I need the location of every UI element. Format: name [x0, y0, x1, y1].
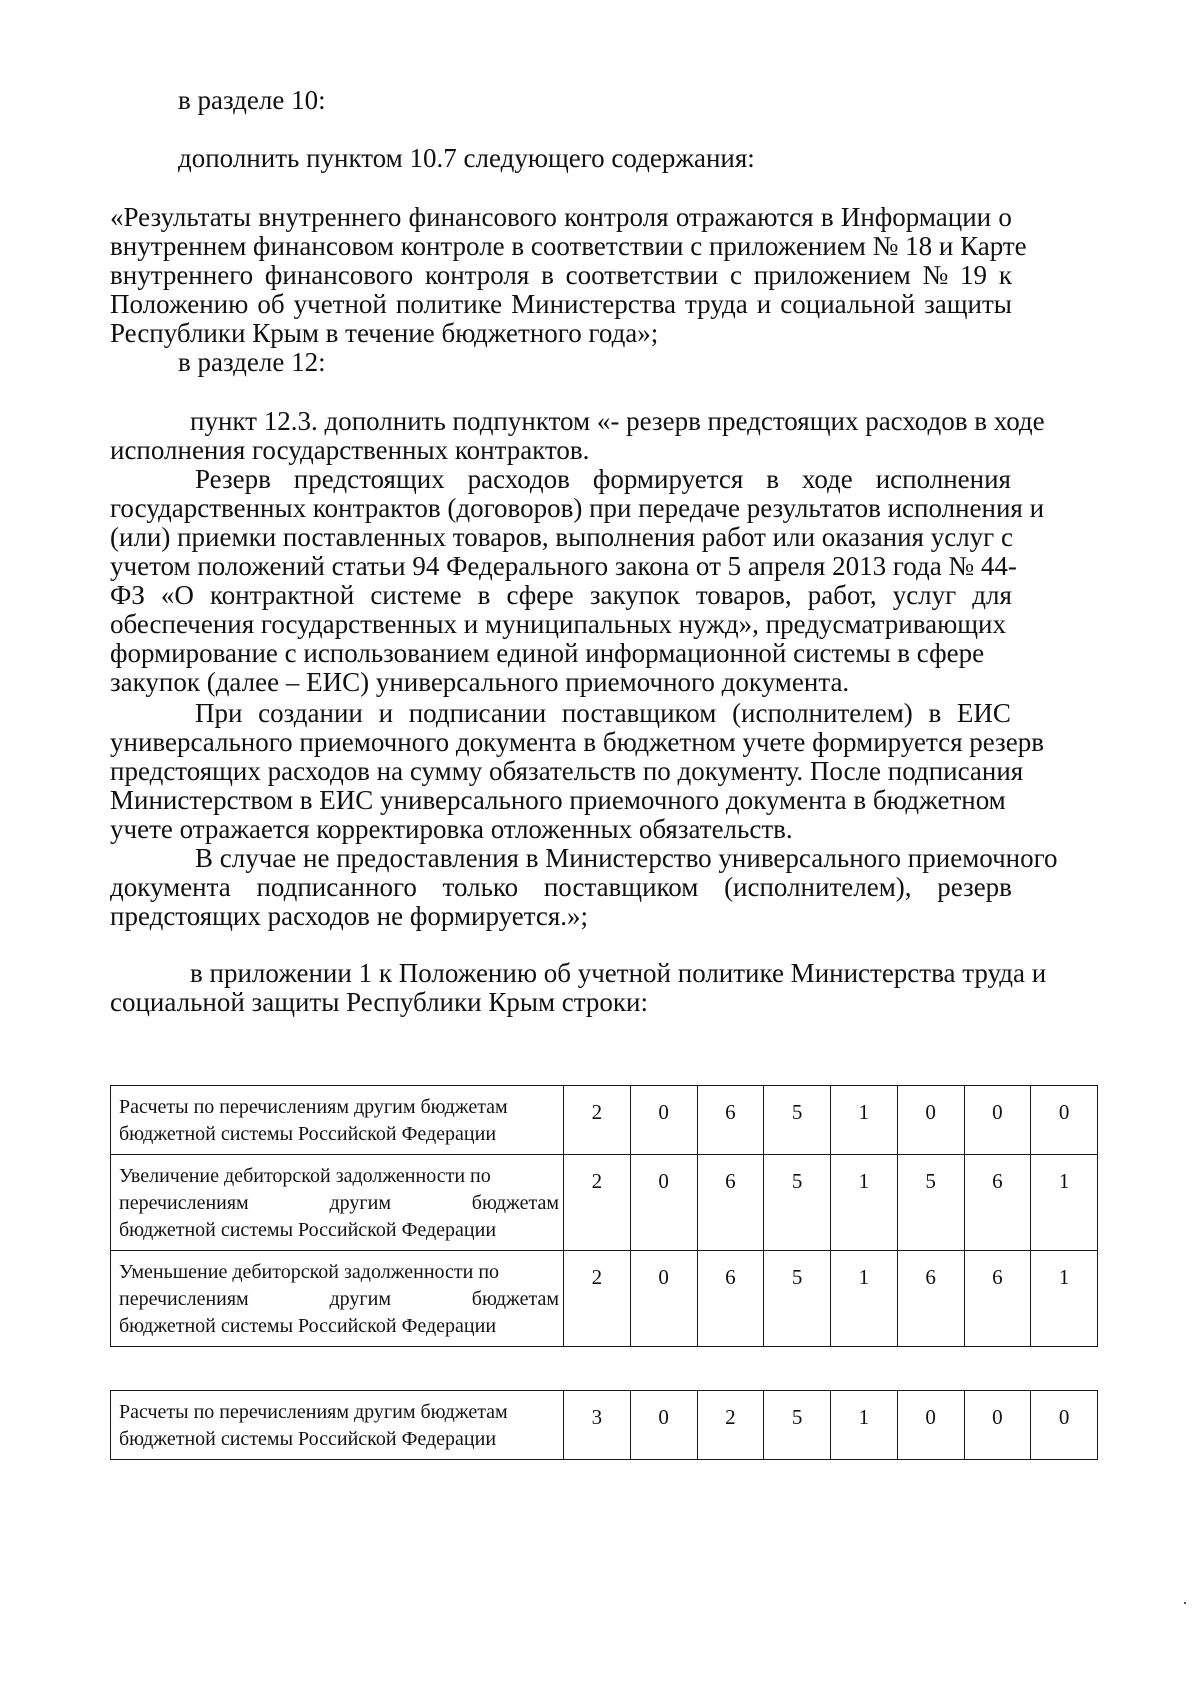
word: формируется [592, 464, 744, 494]
code-digit-cell: 6 [697, 1155, 764, 1251]
table-row [111, 1251, 1098, 1347]
word: документа [110, 872, 231, 902]
code-digit-cell: 2 [564, 1251, 631, 1347]
account-name-line [119, 1286, 559, 1313]
creation-paragraph-line-2: универсального приемочного документа в бюджетном учете формируется резерв [110, 727, 1044, 757]
code-digit-cell: 1 [1031, 1155, 1098, 1251]
reserve-paragraph-line-7: формирование с использованием единой информационной системы в сфере [110, 638, 985, 668]
word: ходе [801, 464, 853, 494]
word: контрактной [209, 580, 355, 610]
word: приложением [753, 260, 911, 290]
word: ФЗ [110, 580, 145, 610]
reserve-paragraph-line-3: (или) приемки поставленных товаров, выполнения работ или оказания услуг с [110, 522, 1013, 552]
word: исполнения [875, 464, 1011, 494]
account-name-line: Увеличение дебиторской задолженности по [119, 1165, 491, 1187]
word: поставщиком [543, 872, 699, 902]
code-digit-cell: 5 [764, 1391, 831, 1460]
account-codes-table-1 [110, 1085, 1098, 1347]
account-name-line: бюджетной системы Российской Федерации [119, 1428, 497, 1450]
account-name-cell [111, 1391, 564, 1460]
word: и [756, 289, 772, 319]
code-digit-cell: 0 [1031, 1086, 1098, 1155]
word: ЕИС [956, 698, 1011, 728]
word: бюджетам [471, 1288, 559, 1310]
word: Положению [110, 289, 249, 319]
account-name-line: Расчеты по перечислениям другим бюджетам [119, 1096, 508, 1118]
word: «Результаты [110, 202, 251, 232]
paragraph-results-line-5: Республики Крым в течение бюджетного года»; [110, 318, 659, 348]
account-name-cell [111, 1251, 564, 1347]
paragraph-results-line-3 [110, 260, 1012, 291]
word: перечислениям [119, 1288, 249, 1310]
code-digit-cell: 1 [831, 1155, 898, 1251]
code-digit-cell: 6 [697, 1086, 764, 1155]
reserve-paragraph-line-5 [110, 580, 1012, 611]
code-digit-cell: 6 [964, 1155, 1031, 1251]
word: финансового [408, 202, 557, 232]
scan-speck [1184, 1602, 1186, 1604]
word: (исполнителем), [724, 872, 912, 902]
word: учетной [293, 289, 387, 319]
account-codes-table-2-body [111, 1391, 1098, 1460]
word: с [729, 260, 742, 290]
word: другим [329, 1288, 391, 1310]
word: подписании [408, 698, 547, 728]
table-row [111, 1391, 1098, 1460]
creation-paragraph-line-3: предстоящих расходов на сумму обязательств по документу. После подписания [110, 756, 1024, 786]
code-digit-cell: 0 [1031, 1391, 1098, 1460]
code-digit-cell: 6 [697, 1251, 764, 1347]
failure-paragraph-line-2 [110, 872, 1012, 903]
word: о [998, 202, 1012, 232]
appendix-1-line-1: в приложении 1 к Положению об учетной политике Министерства труда и [190, 958, 1047, 988]
word: труда [684, 289, 748, 319]
word: внутреннего [110, 260, 254, 290]
appendix-1-line-2: социальной защиты Республики Крым строки: [110, 987, 648, 1017]
code-digit-cell: 0 [630, 1155, 697, 1251]
word: контроля [424, 260, 530, 290]
word: поставщиком [561, 698, 717, 728]
creation-paragraph-line-4: Министерством в ЕИС универсального приемочного документа в бюджетном [110, 785, 1006, 815]
word: защиты [924, 289, 1012, 319]
account-name-cell [111, 1086, 564, 1155]
table-row [111, 1086, 1098, 1155]
code-digit-cell: 5 [764, 1155, 831, 1251]
account-name-line: Уменьшение дебиторской задолженности по [119, 1261, 500, 1283]
code-digit-cell: 0 [897, 1391, 964, 1460]
word: внутреннего [258, 202, 402, 232]
account-name-line: Расчеты по перечислениям другим бюджетам [119, 1401, 508, 1423]
word: в [928, 698, 942, 728]
code-digit-cell: 6 [897, 1251, 964, 1347]
code-digit-cell: 1 [831, 1391, 898, 1460]
paragraph-results-line-1 [110, 202, 1012, 233]
section-10-heading: в разделе 10: [178, 85, 326, 115]
account-name-line [119, 1190, 559, 1217]
word: бюджетам [471, 1192, 559, 1214]
word: товаров, [695, 580, 792, 610]
item-12-3-line-2: исполнения государственных контрактов. [110, 435, 590, 465]
code-digit-cell: 2 [564, 1086, 631, 1155]
word: При [195, 698, 243, 728]
word: работ, [807, 580, 877, 610]
code-digit-cell: 0 [964, 1391, 1031, 1460]
word: услуг [892, 580, 957, 610]
word: политике [395, 289, 503, 319]
code-digit-cell: 6 [964, 1251, 1031, 1347]
table-row [111, 1155, 1098, 1251]
code-digit-cell: 2 [564, 1155, 631, 1251]
word: к [998, 260, 1012, 290]
word: в [766, 464, 779, 494]
code-digit-cell: 0 [964, 1086, 1031, 1155]
code-digit-cell: 3 [564, 1391, 631, 1460]
word: закупок [589, 580, 680, 610]
word: об [257, 289, 285, 319]
account-codes-table-1-body [111, 1086, 1098, 1347]
code-digit-cell: 0 [630, 1391, 697, 1460]
word: только [442, 872, 519, 902]
account-name-cell [111, 1155, 564, 1251]
word: «О [160, 580, 194, 610]
reserve-paragraph-line-6: обеспечения государственных и муниципальных нужд», предусматривающих [110, 609, 1006, 639]
word: Информации [840, 202, 992, 232]
paragraph-results-line-4 [110, 289, 1012, 320]
word: соответствии [565, 260, 719, 290]
word: сфере [506, 580, 574, 610]
word: и [378, 698, 394, 728]
word: Министерства [511, 289, 676, 319]
word: № [922, 260, 949, 290]
code-digit-cell: 5 [764, 1086, 831, 1155]
word: отражаются [675, 202, 814, 232]
creation-paragraph-line-5: учете отражается корректировка отложенных обязательств. [110, 814, 793, 844]
word: подписанного [256, 872, 417, 902]
reserve-paragraph-line-1 [195, 464, 1011, 495]
code-digit-cell: 0 [630, 1086, 697, 1155]
item-12-3-line-1: пункт 12.3. дополнить подпунктом «- резерв предстоящих расходов в ходе [190, 406, 1045, 436]
word: Резерв [195, 464, 271, 494]
code-digit-cell: 5 [897, 1155, 964, 1251]
add-item-10-7-text: дополнить пунктом 10.7 следующего содержания: [178, 143, 755, 173]
code-digit-cell: 5 [764, 1251, 831, 1347]
code-digit-cell: 1 [1031, 1251, 1098, 1347]
word: другим [329, 1192, 391, 1214]
word: контроля [564, 202, 669, 232]
account-name-line: бюджетной системы Российской Федерации [119, 1315, 497, 1337]
word: 19 [960, 260, 988, 290]
code-digit-cell: 0 [630, 1251, 697, 1347]
reserve-paragraph-line-8: закупок (далее – ЕИС) универсального приемочного документа. [110, 667, 850, 697]
word: расходов [467, 464, 570, 494]
account-name-line: бюджетной системы Российской Федерации [119, 1123, 497, 1145]
word: социальной [780, 289, 916, 319]
code-digit-cell: 1 [831, 1086, 898, 1155]
word: финансового [264, 260, 414, 290]
reserve-paragraph-line-2: государственных контрактов (договоров) при передаче результатов исполнения и [110, 493, 1045, 523]
code-digit-cell: 1 [831, 1251, 898, 1347]
word: резерв [937, 872, 1012, 902]
reserve-paragraph-line-4: учетом положений статьи 94 Федерального закона от 5 апреля 2013 года № 44- [110, 551, 1017, 581]
word: системе [370, 580, 462, 610]
word: создании [258, 698, 363, 728]
section-12-heading: в разделе 12: [178, 347, 326, 377]
failure-paragraph-line-3: предстоящих расходов не формируется.»; [110, 901, 589, 931]
word: в [541, 260, 554, 290]
paragraph-results-line-2: внутреннем финансовом контроле в соответствии с приложением № 18 и Карте [110, 231, 1027, 261]
word: (исполнителем) [732, 698, 913, 728]
word: предстоящих [293, 464, 445, 494]
code-digit-cell: 0 [897, 1086, 964, 1155]
word: в [477, 580, 491, 610]
word: в [820, 202, 834, 232]
account-name-line: бюджетной системы Российской Федерации [119, 1219, 497, 1241]
account-codes-table-2 [110, 1390, 1098, 1460]
failure-paragraph-line-1: В случае не предоставления в Министерство универсального приемочного [195, 843, 1058, 873]
word: перечислениям [119, 1192, 249, 1214]
code-digit-cell: 2 [697, 1391, 764, 1460]
word: для [972, 580, 1012, 610]
creation-paragraph-line-1 [195, 698, 1011, 729]
